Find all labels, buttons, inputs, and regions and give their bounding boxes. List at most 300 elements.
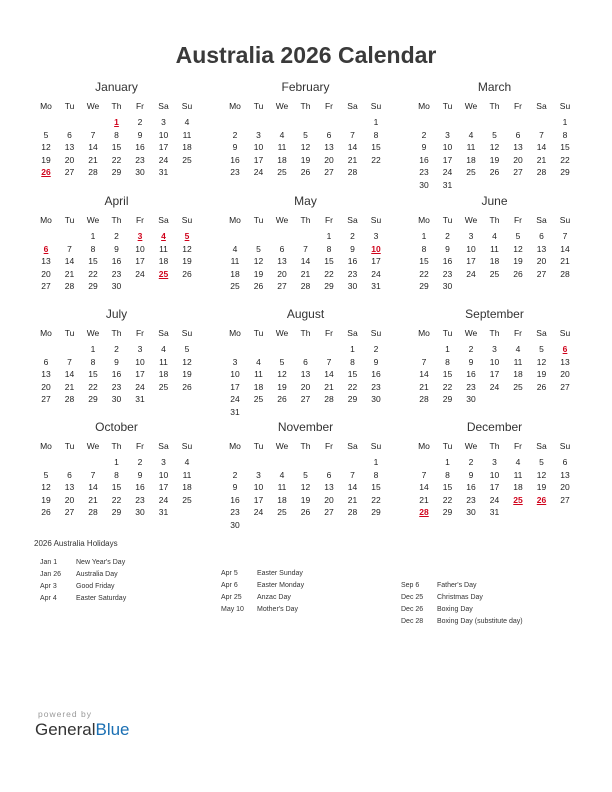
day-cell: 29	[88, 394, 98, 404]
day-cell: 11	[277, 142, 287, 152]
day-cell: 1	[114, 117, 119, 127]
day-cell: 30	[466, 507, 476, 517]
weekday-label: Su	[370, 101, 382, 111]
holiday-column	[221, 570, 391, 618]
weekday-label: Tu	[64, 215, 75, 225]
day-cell: 30	[230, 519, 240, 530]
weekday-label: Fr	[135, 215, 145, 225]
day-cell: 23	[466, 494, 476, 505]
day-cell: 21	[324, 381, 334, 392]
day-cell: 17	[371, 256, 381, 266]
day-cell: 20	[324, 154, 334, 165]
day-cell: 4	[279, 469, 285, 480]
page-title: Australia 2026 Calendar	[175, 42, 437, 68]
day-cell: 7	[326, 356, 332, 367]
day-cell: 7	[303, 243, 308, 254]
weekday-label: Th	[489, 215, 500, 225]
day-cell: 10	[489, 469, 500, 480]
day-cell: 1	[445, 344, 450, 354]
day-cell: 19	[513, 256, 523, 266]
holiday-row	[401, 618, 571, 630]
day-cell: 27	[513, 167, 523, 177]
day-cell: 4	[492, 231, 497, 241]
day-cell: 23	[419, 167, 429, 177]
day-cell: 12	[41, 482, 51, 492]
day-cell: 15	[442, 482, 453, 492]
day-cell: 2	[114, 231, 119, 241]
holiday-date: Jan 1	[40, 559, 58, 566]
day-cell: 16	[230, 494, 240, 505]
day-cell: 15	[111, 482, 122, 492]
day-cell: 9	[468, 356, 474, 367]
month-name: March	[477, 80, 512, 94]
day-cell: 9	[445, 243, 450, 254]
holiday-name: Easter Sunday	[257, 570, 303, 577]
weekday-label: Fr	[513, 215, 523, 225]
day-cell: 17	[230, 381, 240, 392]
day-cell: 19	[536, 369, 547, 379]
holiday-name: Mother's Day	[257, 606, 299, 613]
day-cell: 20	[41, 381, 51, 392]
day-cell: 30	[442, 281, 453, 291]
weekday-label: Fr	[135, 101, 145, 111]
day-cell: 29	[371, 507, 381, 517]
day-cell: 25	[513, 494, 523, 505]
day-cell: 11	[277, 482, 287, 492]
day-cell: 2	[232, 469, 238, 480]
day-cell: 18	[182, 482, 192, 492]
weekday-label: Fr	[513, 101, 523, 111]
weekday-label: Tu	[253, 101, 264, 111]
weekday-label: Mo	[229, 101, 241, 111]
day-cell: 17	[253, 494, 264, 505]
day-cell: 22	[442, 381, 453, 392]
holiday-name: Anzac Day	[257, 594, 291, 601]
day-cell: 8	[373, 129, 379, 140]
month-name: June	[481, 194, 508, 208]
day-cell: 31	[158, 507, 169, 517]
day-cell: 16	[230, 154, 240, 165]
weekday-label: Mo	[40, 101, 52, 111]
holiday-column	[401, 582, 571, 630]
month-name: September	[465, 307, 524, 321]
day-cell: 27	[300, 394, 311, 404]
day-cell: 13	[324, 482, 334, 492]
day-cell: 2	[350, 231, 355, 241]
holiday-row	[40, 571, 210, 583]
day-cell: 16	[466, 482, 476, 492]
day-cell: 20	[64, 154, 75, 165]
day-cell: 18	[182, 142, 192, 152]
day-cell: 16	[371, 369, 381, 379]
day-cell: 13	[536, 243, 547, 254]
day-cell: 8	[562, 129, 568, 140]
day-cell: 3	[445, 129, 450, 140]
day-cell: 21	[300, 268, 311, 279]
day-cell: 29	[347, 394, 358, 404]
weekday-header	[34, 215, 199, 227]
day-cell: 13	[64, 142, 75, 152]
weekday-label: Su	[181, 328, 193, 338]
day-cell: 19	[300, 494, 311, 505]
day-cell: 21	[419, 494, 429, 505]
weekday-label: Tu	[64, 328, 75, 338]
day-cell: 8	[114, 129, 119, 140]
day-cell: 18	[253, 381, 264, 392]
day-cell: 2	[114, 344, 119, 354]
month-name: April	[104, 194, 129, 208]
brand-blue: Blue	[95, 720, 130, 739]
day-cell: 4	[279, 129, 285, 140]
day-cell: 22	[111, 154, 122, 165]
day-cell: 18	[158, 256, 169, 266]
day-cell: 9	[137, 129, 143, 140]
day-cell: 27	[560, 381, 570, 392]
day-cell: 11	[490, 243, 499, 254]
day-cell: 28	[419, 394, 429, 404]
day-cell: 3	[492, 344, 497, 354]
day-cell: 24	[371, 268, 381, 279]
day-cell: 29	[442, 394, 453, 404]
day-cell: 9	[137, 469, 143, 480]
day-cell: 4	[184, 117, 190, 127]
day-cell: 24	[442, 167, 453, 177]
day-cell: 6	[562, 344, 568, 354]
day-cell: 2	[421, 129, 427, 140]
day-cell: 21	[419, 381, 429, 392]
day-cell: 28	[324, 394, 334, 404]
day-cell: 16	[111, 256, 122, 266]
holiday-name: Boxing Day	[437, 606, 473, 613]
weekday-header	[223, 101, 388, 113]
day-cell: 25	[182, 154, 192, 165]
weekday-label: We	[86, 441, 100, 451]
day-cell: 31	[135, 394, 145, 404]
day-cell: 6	[326, 469, 332, 480]
day-cell: 26	[513, 268, 523, 279]
day-cell: 16	[466, 369, 476, 379]
day-cell: 13	[324, 142, 334, 152]
day-cell: 5	[184, 344, 190, 354]
holiday-date: Apr 3	[40, 583, 57, 590]
day-cell: 24	[230, 394, 240, 404]
day-cell: 7	[350, 129, 355, 140]
day-cell: 13	[560, 356, 570, 367]
day-cell: 1	[421, 231, 427, 241]
day-cell: 28	[64, 281, 75, 291]
weekday-label: Tu	[442, 101, 453, 111]
day-cell: 5	[515, 231, 521, 241]
weekday-label: We	[86, 215, 100, 225]
holiday-date: Dec 28	[401, 618, 424, 625]
day-cell: 12	[300, 142, 311, 152]
day-cell: 26	[182, 268, 192, 279]
day-cell: 17	[466, 256, 476, 266]
day-cell: 9	[114, 243, 119, 254]
day-cell: 7	[421, 356, 427, 367]
day-cell: 2	[232, 129, 238, 140]
day-cell: 24	[466, 268, 476, 279]
day-cell: 16	[442, 256, 453, 266]
day-cell: 13	[560, 469, 570, 480]
day-cell: 13	[277, 256, 287, 266]
day-cell: 5	[303, 469, 308, 480]
day-cell: 18	[513, 369, 523, 379]
month-name: February	[281, 80, 330, 94]
weekday-label: Fr	[135, 441, 145, 451]
day-cell: 13	[64, 482, 75, 492]
weekday-label: Mo	[229, 215, 241, 225]
weekday-label: Fr	[324, 101, 334, 111]
holiday-row	[221, 570, 391, 582]
weekday-label: Mo	[40, 215, 52, 225]
day-cell: 11	[254, 369, 263, 379]
weekday-header	[223, 441, 388, 453]
holiday-date: Dec 25	[401, 594, 424, 601]
month-name: January	[95, 80, 138, 94]
holiday-name: Good Friday	[76, 583, 115, 590]
weekday-label: Sa	[347, 441, 358, 451]
month-name: December	[466, 420, 523, 434]
day-cell: 14	[560, 243, 570, 254]
day-cell: 12	[182, 356, 192, 367]
day-cell: 22	[111, 494, 122, 505]
day-cell: 12	[253, 256, 264, 266]
day-cell: 16	[111, 369, 122, 379]
day-cell: 4	[256, 356, 261, 367]
day-cell: 10	[253, 142, 264, 152]
holiday-row	[40, 559, 210, 571]
day-cell: 4	[468, 129, 474, 140]
day-cell: 15	[371, 482, 381, 492]
day-cell: 1	[90, 231, 96, 241]
weekday-header	[34, 441, 199, 453]
day-cell: 30	[347, 281, 358, 291]
day-cell: 9	[350, 243, 355, 254]
day-cell: 20	[300, 381, 311, 392]
weekday-label: Su	[181, 441, 193, 451]
day-cell: 4	[184, 457, 190, 467]
month-name: May	[294, 194, 317, 208]
weekday-label: We	[275, 215, 289, 225]
day-cell: 5	[539, 344, 544, 354]
day-cell: 10	[442, 142, 453, 152]
day-cell: 25	[513, 381, 523, 392]
day-cell: 19	[300, 154, 311, 165]
day-cell: 27	[64, 507, 75, 517]
day-cell: 6	[515, 129, 521, 140]
day-cell: 10	[158, 469, 169, 480]
day-cell: 13	[300, 369, 311, 379]
day-cell: 26	[536, 494, 547, 505]
month-name: July	[105, 307, 128, 321]
day-cell: 31	[489, 507, 500, 517]
day-cell: 3	[373, 231, 379, 241]
day-cell: 28	[347, 167, 358, 177]
day-cell: 29	[560, 167, 570, 177]
holiday-name: Boxing Day (substitute day)	[437, 618, 523, 625]
day-cell: 26	[300, 507, 311, 517]
day-cell: 7	[67, 356, 72, 367]
day-cell: 20	[64, 494, 75, 505]
day-cell: 17	[253, 154, 264, 165]
holiday-date: Apr 4	[40, 595, 57, 602]
day-cell: 19	[41, 154, 51, 165]
day-cell: 27	[560, 494, 570, 505]
day-cell: 26	[41, 507, 51, 517]
day-cell: 5	[539, 457, 544, 467]
day-cell: 19	[536, 482, 547, 492]
weekday-label: Sa	[536, 441, 547, 451]
day-cell: 14	[324, 369, 334, 379]
day-cell: 25	[277, 167, 287, 177]
day-cell: 7	[67, 243, 72, 254]
day-cell: 29	[111, 507, 122, 517]
day-cell: 7	[90, 469, 96, 480]
holiday-name: Christmas Day	[437, 594, 483, 601]
day-cell: 9	[232, 142, 238, 152]
weekday-label: We	[464, 215, 478, 225]
day-cell: 10	[371, 243, 381, 254]
day-cell: 20	[560, 369, 570, 379]
day-cell: 23	[135, 154, 145, 165]
day-cell: 24	[253, 507, 264, 517]
month-name: August	[286, 307, 325, 321]
day-cell: 11	[182, 129, 192, 140]
weekday-label: We	[86, 328, 100, 338]
day-cell: 4	[232, 243, 238, 254]
day-cell: 23	[347, 268, 358, 279]
day-cell: 25	[158, 381, 169, 392]
day-cell: 14	[300, 256, 311, 266]
day-cell: 16	[419, 154, 429, 165]
day-cell: 23	[466, 381, 476, 392]
day-cell: 30	[111, 394, 122, 404]
day-cell: 1	[90, 344, 96, 354]
weekday-label: We	[86, 101, 100, 111]
weekday-label: We	[464, 101, 478, 111]
day-cell: 2	[137, 457, 143, 467]
day-cell: 28	[64, 394, 75, 404]
day-cell: 21	[64, 381, 75, 392]
weekday-label: Th	[489, 328, 500, 338]
day-cell: 7	[539, 129, 544, 140]
day-cell: 3	[161, 457, 166, 467]
weekday-label: Tu	[253, 328, 264, 338]
weekday-label: Fr	[513, 441, 523, 451]
weekday-label: Mo	[229, 328, 241, 338]
day-cell: 8	[445, 469, 450, 480]
weekday-label: Tu	[64, 101, 75, 111]
weekday-header	[223, 215, 388, 227]
weekday-label: Th	[300, 328, 311, 338]
weekday-label: Su	[559, 328, 571, 338]
day-cell: 4	[161, 231, 166, 241]
day-cell: 17	[158, 142, 169, 152]
day-cell: 5	[43, 469, 49, 480]
day-cell: 19	[182, 369, 192, 379]
day-cell: 10	[158, 129, 169, 140]
day-cell: 11	[159, 356, 168, 367]
day-cell: 21	[536, 154, 547, 165]
day-cell: 3	[137, 344, 143, 354]
day-cell: 3	[256, 129, 261, 140]
day-cell: 2	[373, 344, 379, 354]
weekday-label: We	[275, 328, 289, 338]
day-cell: 4	[161, 344, 166, 354]
day-cell: 8	[373, 469, 379, 480]
month-name: October	[95, 420, 138, 434]
day-cell: 14	[88, 482, 98, 492]
day-cell: 18	[277, 154, 287, 165]
day-cell: 11	[513, 356, 523, 367]
day-cell: 19	[277, 381, 287, 392]
day-cell: 19	[41, 494, 51, 505]
day-cell: 26	[489, 167, 500, 177]
day-cell: 28	[88, 167, 98, 177]
weekday-label: Su	[370, 215, 382, 225]
weekday-header	[412, 215, 577, 227]
day-cell: 2	[445, 231, 450, 241]
day-cell: 10	[466, 243, 476, 254]
day-cell: 24	[158, 154, 169, 165]
day-cell: 17	[135, 369, 145, 379]
day-cell: 12	[536, 469, 547, 480]
holiday-name: Australia Day	[76, 571, 118, 578]
weekday-header	[412, 441, 577, 453]
day-cell: 21	[88, 154, 98, 165]
day-cell: 12	[489, 142, 500, 152]
day-cell: 15	[88, 369, 98, 379]
day-cell: 15	[347, 369, 358, 379]
day-cell: 9	[421, 142, 427, 152]
day-cell: 25	[230, 281, 240, 291]
weekday-label: Su	[559, 101, 571, 111]
holiday-row	[221, 606, 391, 618]
holiday-date: Apr 25	[221, 594, 242, 601]
weekday-label: Tu	[64, 441, 75, 451]
day-cell: 15	[442, 369, 453, 379]
day-cell: 6	[67, 469, 72, 480]
day-cell: 7	[90, 129, 96, 140]
weekday-label: Mo	[40, 328, 52, 338]
brand-logo[interactable]	[35, 720, 130, 740]
brand-general: General	[35, 720, 96, 739]
day-cell: 26	[182, 381, 192, 392]
day-cell: 18	[466, 154, 476, 165]
day-cell: 28	[300, 281, 311, 291]
holiday-row	[40, 583, 210, 595]
weekday-label: Mo	[418, 101, 430, 111]
day-cell: 20	[324, 494, 334, 505]
day-cell: 28	[419, 507, 429, 517]
day-cell: 31	[442, 179, 453, 190]
day-cell: 1	[350, 344, 355, 354]
weekday-label: We	[464, 441, 478, 451]
powered-by-text: powered by	[38, 709, 92, 719]
weekday-label: Sa	[347, 101, 358, 111]
day-cell: 6	[303, 356, 308, 367]
weekday-label: Fr	[324, 328, 334, 338]
weekday-label: Su	[370, 328, 382, 338]
day-cell: 11	[159, 243, 168, 254]
holiday-row	[40, 595, 210, 607]
day-cell: 5	[43, 129, 49, 140]
day-cell: 16	[347, 256, 358, 266]
day-cell: 29	[419, 281, 429, 291]
day-cell: 14	[347, 142, 358, 152]
day-cell: 13	[41, 369, 51, 379]
